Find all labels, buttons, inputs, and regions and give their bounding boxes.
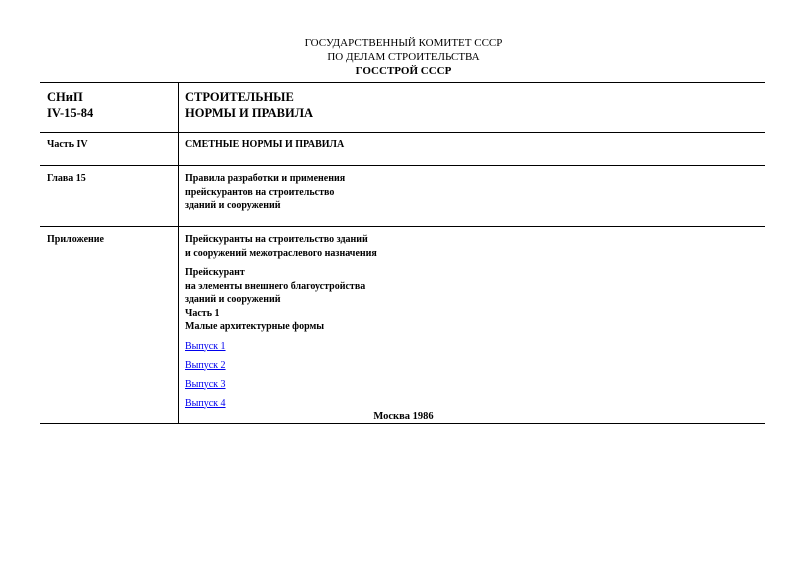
price-list-title-line1: Прейскурант xyxy=(185,267,245,278)
table-row-part xyxy=(40,133,765,166)
table-row-code xyxy=(40,83,765,133)
price-list-title-line3: зданий и сооружений xyxy=(185,294,281,305)
document-info-table xyxy=(40,82,765,424)
snip-label: СНиП xyxy=(47,90,83,104)
chapter-title-line3: зданий и сооружений xyxy=(185,200,281,211)
title-block xyxy=(0,36,807,78)
table-row-appendix xyxy=(40,227,765,424)
doc-type-line2: НОРМЫ И ПРАВИЛА xyxy=(185,106,314,120)
appendix-title-line1: Прейскуранты на строительство зданий xyxy=(185,234,368,245)
table-row-chapter xyxy=(40,166,765,227)
snip-number: IV-15-84 xyxy=(47,106,94,120)
price-list-part-title: Малые архитектурные формы xyxy=(185,321,325,332)
committee-subtitle: ПО ДЕЛАМ СТРОИТЕЛЬСТВА xyxy=(327,51,480,63)
publication-place-year: Москва 1986 xyxy=(373,411,434,422)
issue-3-link[interactable]: Выпуск 3 xyxy=(185,378,226,390)
chapter-title-line1: Правила разработки и применения xyxy=(185,173,346,184)
code-title-cell xyxy=(179,83,766,133)
part-title: СМЕТНЫЕ НОРМЫ И ПРАВИЛА xyxy=(185,139,345,150)
appendix-label: Приложение xyxy=(40,227,179,424)
issue-4-link[interactable]: Выпуск 4 xyxy=(185,397,226,409)
price-list-part: Часть 1 xyxy=(185,307,220,319)
gosstroy-label: ГОССТРОЙ СССР xyxy=(355,65,452,77)
chapter-title-line2: прейскурантов на строительство xyxy=(185,186,335,198)
issue-1-link[interactable]: Выпуск 1 xyxy=(185,340,226,352)
price-list-title-line2: на элементы внешнего благоустройства xyxy=(185,280,366,292)
issue-2-link[interactable]: Выпуск 2 xyxy=(185,359,226,371)
appendix-content-cell xyxy=(179,227,766,424)
chapter-number: Глава 15 xyxy=(40,166,179,227)
code-cell xyxy=(40,83,179,133)
committee-name: ГОСУДАРСТВЕННЫЙ КОМИТЕТ СССР xyxy=(304,37,503,49)
part-number: Часть IV xyxy=(40,133,179,166)
chapter-title-cell xyxy=(179,166,766,227)
doc-type-line1: СТРОИТЕЛЬНЫЕ xyxy=(185,90,294,104)
appendix-title-line2: и сооружений межотраслевого назначения xyxy=(185,247,377,259)
